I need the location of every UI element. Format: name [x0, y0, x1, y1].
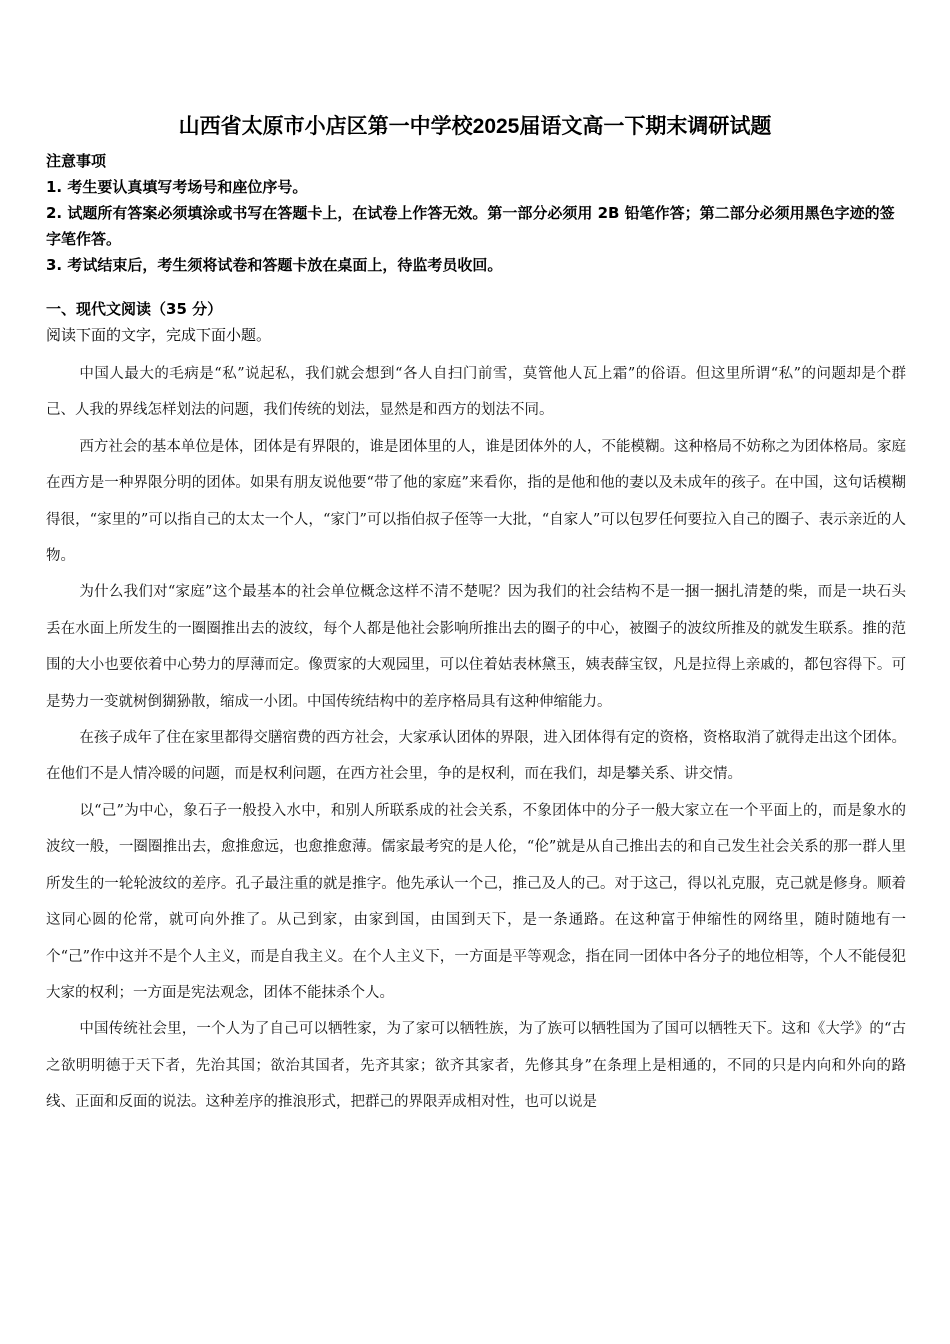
reading-passage — [46, 356, 906, 1121]
section-heading: 一、现代文阅读（35 分） — [46, 300, 223, 318]
section-header — [46, 296, 906, 348]
section-instruction: 阅读下面的文字，完成下面小题。 — [46, 326, 272, 344]
notice-item: 1. 考生要认真填写考场号和座位序号。 — [46, 178, 308, 196]
notice-heading: 注意事项 — [46, 152, 107, 170]
passage-paragraph: 在孩子成年了住在家里都得交膳宿费的西方社会，大家承认团体的界限，进入团体得有定的资格，资格取消了就得走出这个团体。在他们不是人情冷暖的问题，而是权利问题，在西方社会里，争的是权利，而在我们，却是攀关系、讲交情。 — [46, 730, 906, 783]
passage-paragraph: 为什么我们对“家庭”这个最基本的社会单位概念这样不清不楚呢？因为我们的社会结构不是一捆一捆扎清楚的柴，而是一块石头丢在水面上所发生的一圈圈推出去的波纹，每个人都是他社会影响所推出去的圈子的中心，被圈子的波纹所推及的就发生联系。推的范围的大小也要依着中心势力的厚薄而定。像贾家的大观园里，可以住着姑表林黛玉，姨表薛宝钗，凡是拉得上亲戚的，都包容得下。可是势力一变就树倒猢狲散，缩成一小团。中国传统结构中的差序格局具有这种伸缩能力。 — [46, 584, 906, 710]
notice-item: 2. 试题所有答案必须填涂或书写在答题卡上，在试卷上作答无效。第一部分必须用 2B 铅笔作答；第二部分必须用黑色字迹的签字笔作答。 — [46, 204, 895, 248]
passage-paragraph: 中国传统社会里，一个人为了自己可以牺牲家，为了家可以牺牲族，为了族可以牺牲国为了国可以牺牲天下。这和《大学》的“古之欲明明德于天下者，先治其国；欲治其国者，先齐其家；欲齐其家者，先修其身”在条理上是相通的，不同的只是内向和外向的路线、正面和反面的说法。这种差序的推浪形式，把群己的界限弄成相对性，也可以说是 — [46, 1021, 906, 1111]
notice-block — [46, 148, 906, 278]
notice-item: 3. 考试结束后，考生须将试卷和答题卡放在桌面上，待监考员收回。 — [46, 256, 503, 274]
passage-paragraph: 中国人最大的毛病是“私”说起私，我们就会想到“各人自扫门前雪，莫管他人瓦上霜”的俗语。但这里所谓“私”的问题却是个群己、人我的界线怎样划法的问题，我们传统的划法，显然是和西方的划法不同。 — [46, 366, 906, 419]
page-title: 山西省太原市小店区第一中学校2025届语文高一下期末调研试题 — [178, 115, 772, 138]
passage-paragraph: 西方社会的基本单位是体，团体是有界限的，谁是团体里的人，谁是团体外的人，不能模糊。这种格局不妨称之为团体格局。家庭在西方是一种界限分明的团体。如果有朋友说他要“带了他的家庭”来看你，指的是他和他的妻以及未成年的孩子。在中国，这句话模糊得很，“家里的”可以指自己的太太一个人，“家门”可以指伯叔子侄等一大批，“自家人”可以包罗任何要拉入自己的圈子、表示亲近的人物。 — [46, 438, 906, 565]
passage-paragraph: 以“己”为中心，象石子一般投入水中，和别人所联系成的社会关系，不象团体中的分子一般大家立在一个平面上的，而是象水的波纹一般，一圈圈推出去，愈推愈远，也愈推愈薄。儒家最考究的是人伦，“伦”就是从自己推出去的和自己发生社会关系的那一群人里所发生的一轮轮波纹的差序。孔子最注重的就是推字。他先承认一个己，推己及人的己。对于这己，得以礼克服，克己就是修身。顺着这同心圆的伦常，就可向外推了。从己到家，由家到国，由国到天下，是一条通路。在这种富于伸缩性的网络里，随时随地有一个“己”作中这并不是个人主义，而是自我主义。在个人主义下，一方面是平等观念，指在同一团体中各分子的地位相等，个人不能侵犯大家的权利；一方面是宪法观念，团体不能抹杀个人。 — [46, 802, 906, 1001]
